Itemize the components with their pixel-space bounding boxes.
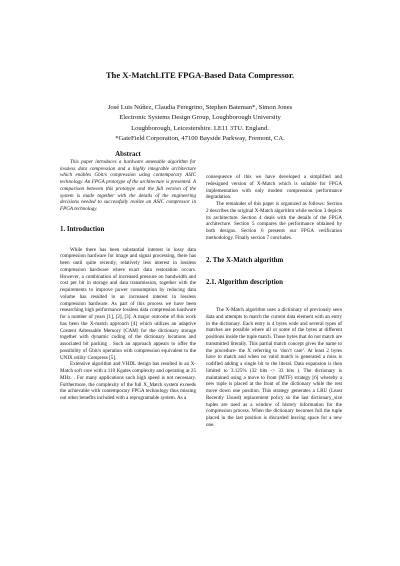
left-column (60, 152, 196, 402)
paper-title: The X-MatchLITE FPGA-Based Data Compressor. (105, 70, 295, 80)
author-names: José Luis Núñez, Claudia Feregrino, Stephen Bateman*, Simon Jones (107, 104, 293, 111)
algorithm-paragraph: The X-Match algorithm uses a dictionary of previously seen data and attempts to match the current data element with an entry in the dictionary. Each entry is 4 bytes wide and several types of matches are possible where all or some of the bytes at different positions inside the tuple match. Those bytes that do not match are transmitted literally. This partial match concept gives the name to the procedure- the X referring to ‘don’t care’. At least 2 bytes have to match and when no valid match is generated a miss is codified adding a single bit to the literal. Data expansion is then limited to 3.125% (32 bits -> 33 bits ). The dictionary is maintained using a move to front (MTF) strategy [6] whereby a new tuple is placed at the front of the dictionary while the rest move down one position. This strategy generates a LRU (Least Recently Usued) replacement policy so the last dictionary_size tuples are used as a window of history information for the compression process. When the dictionary becomes full the tuple placed in the last position is discarded leaving space for a new one. (206, 307, 342, 428)
section-heading-xmatch: 2. The X-Match algorithm (206, 256, 284, 264)
right-column (206, 174, 342, 429)
intro-paragraph-2: Extensive algorithm and VHDL design has resulted in an X-Match soft core with a 110 Kgates complexity and operating at 25 MHz. . For many applications such high speed is not necessary. Furthermore, the complexity of the full X_Match system exceeds the achievable with contemporary FPGA technology thus missing out other benefits included with a reprogramable system. As a (60, 361, 196, 401)
section-heading-introduction: 1. Introduction (60, 225, 105, 233)
abstract-text: This paper introduces a hardware amenable algorithm for lossless data compression and a highly integrable architecture which enables Gbit/s compression using contemporary ASIC technology. An FPGA prototype of the architecture is presented. A comparison between this prototype and the full version of the system is made together with the details of the engineering decisions needed to successfully realize an ASIC compressor in FPGA technology. (60, 158, 196, 212)
right-paragraph-1: consequence of this we have developed a simplified and redesigned version of X-Match which is suitable for FPGA implementation with only modest compression performance degradation. (206, 174, 342, 201)
author-address: Loughborough, Leicestershire. LE11 3TU. England. (131, 124, 269, 132)
right-paragraph-2: The remainder of this paper is organized as follows: Section 2 describes the original X-Match algorithm while section 3 depicts its architecture. Section 4 deals with the details of the FPGA architecture. Section 5 compares the performance obtained by both designs. Section 6 presents our FPGA verification methodology. Finally section 7 concludes. (206, 201, 342, 241)
author-affiliation-secondary: *GateField Corporation, 47100 Bayside Parkway, Fremont, CA. (115, 135, 285, 143)
abstract-heading: Abstract (115, 151, 141, 158)
subsection-heading-algorithm: 2.1. Algorithm description (206, 279, 283, 287)
author-block (0, 103, 400, 145)
intro-paragraph-1: While there has been substantial interest in lossy data compression hardware for image and signal processing, there has been until quite recently, relatively less interest in lossless compression hardware where exact data restoration occurs. However, a combination of increased pressure on bandwidth and cost per bit in storage and data transmission, together with the requirements to improve power consumption by reducing data volume has resulted in an increased interest in lossless compression hardware. As part of this process we have been researching high performance lossless data compression hardware for a number of years [1], [2], [3]. A major outcome of this work has been the X-match approach [4] which utilizes an adaptive Content Adressable Memory (CAM) for the dictionary storage together with dynamic coding of the dictionary locations and associated bit packing . Such an approach appears to offer the possibility of Gbit/s operation with compression equivalent to the UNIX utility Compress [5]. (60, 246, 196, 361)
author-affiliation: Electronic Systems Design Group, Loughborough University (119, 114, 281, 122)
